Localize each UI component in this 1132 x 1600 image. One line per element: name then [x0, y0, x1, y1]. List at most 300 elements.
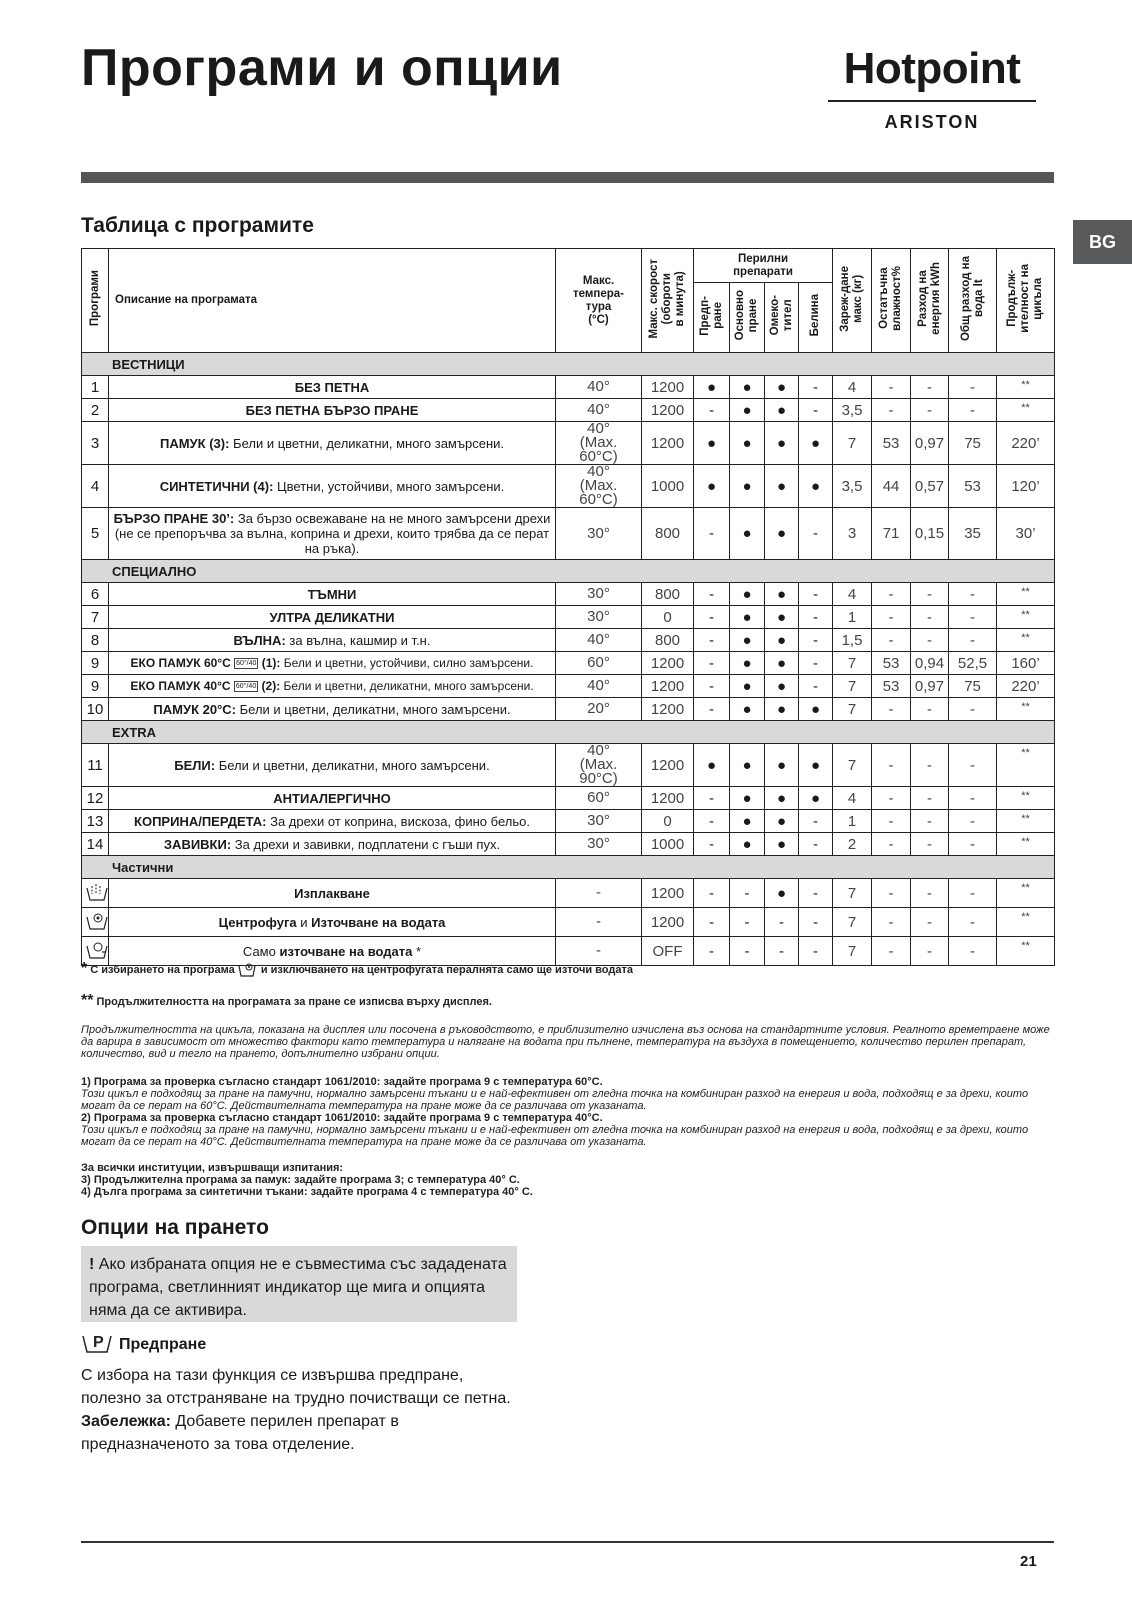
program-description: Изплакване	[109, 879, 556, 908]
program-description: СИНТЕТИЧНИ (4): Цветни, устойчиви, много замърсени.	[109, 465, 556, 508]
program-number: 8	[82, 629, 109, 652]
residual-humidity: -	[872, 787, 911, 810]
max-load: 7	[833, 744, 872, 787]
eco-label-icon: 60°/40	[236, 659, 257, 667]
cycle-duration: 160’	[997, 652, 1055, 675]
max-load: 1	[833, 810, 872, 833]
max-load: 1,5	[833, 629, 872, 652]
cycle-duration: 220’	[997, 675, 1055, 698]
footnote-3: 3) Продължителна програма за памук: задайте програма 3; с температура 40° C.	[81, 1174, 520, 1187]
program-description: ТЪМНИ	[109, 583, 556, 606]
max-temperature: 30°	[556, 508, 642, 560]
table-row	[82, 810, 1055, 833]
softener: ●	[765, 810, 799, 833]
max-load: 7	[833, 652, 872, 675]
residual-humidity: 53	[872, 652, 911, 675]
residual-humidity: -	[872, 833, 911, 856]
water-use: -	[949, 810, 997, 833]
table-row	[82, 606, 1055, 629]
max-load: 7	[833, 698, 872, 721]
cycle-duration: **	[997, 833, 1055, 856]
institutions-note: За всички институции, извършващи изпитания:	[81, 1162, 344, 1175]
spin-icon	[82, 908, 109, 937]
max-temperature: 40°	[556, 376, 642, 399]
prewash-detergent: ●	[694, 744, 730, 787]
water-use: -	[949, 833, 997, 856]
softener: -	[765, 908, 799, 937]
program-number: 1	[82, 376, 109, 399]
main-wash-detergent: ●	[730, 810, 765, 833]
residual-humidity: -	[872, 629, 911, 652]
water-use: 75	[949, 422, 997, 465]
max-load: 3,5	[833, 399, 872, 422]
main-wash-detergent: ●	[730, 787, 765, 810]
max-spin-speed: 1200	[642, 879, 694, 908]
footnote-1: 1) Програма за проверка съгласно стандарт 1061/2010: задайте програма 9 с температура 60°C.	[81, 1076, 603, 1089]
program-description: КОПРИНА/ПЕРДЕТА: За дрехи от коприна, вискоза, фино бельо.	[109, 810, 556, 833]
softener: ●	[765, 399, 799, 422]
water-use: 75	[949, 675, 997, 698]
program-number: 4	[82, 465, 109, 508]
bleach: ●	[799, 698, 833, 721]
water-use: 35	[949, 508, 997, 560]
brand-logo	[822, 44, 1042, 133]
col-energy: Разход на енергия kWh	[911, 249, 949, 353]
softener: ●	[765, 698, 799, 721]
prewash-detergent: -	[694, 810, 730, 833]
table-row	[82, 879, 1055, 908]
prewash-detergent: -	[694, 698, 730, 721]
program-number: 11	[82, 744, 109, 787]
softener: ●	[765, 465, 799, 508]
drain-icon	[238, 962, 258, 978]
category-header: СПЕЦИАЛНО	[82, 560, 1055, 583]
bleach: -	[799, 606, 833, 629]
brand-sub: ARISTON	[884, 112, 980, 132]
max-spin-speed: 1200	[642, 698, 694, 721]
max-temperature: 60°	[556, 787, 642, 810]
residual-humidity: 44	[872, 465, 911, 508]
prewash-detergent: -	[694, 879, 730, 908]
max-load: 1	[833, 606, 872, 629]
main-wash-detergent: ●	[730, 376, 765, 399]
cycle-duration: **	[997, 583, 1055, 606]
energy-use: -	[911, 744, 949, 787]
bleach: -	[799, 833, 833, 856]
energy-use: -	[911, 787, 949, 810]
footnote-4: 4) Дълга програма за синтетични тъкани: задайте програма 4 с температура 40° C.	[81, 1186, 533, 1199]
water-use: -	[949, 744, 997, 787]
program-number: 12	[82, 787, 109, 810]
brand-name: Hotpoint	[843, 44, 1021, 93]
energy-use: -	[911, 583, 949, 606]
bleach: -	[799, 508, 833, 560]
cycle-duration: **	[997, 937, 1055, 966]
col-bleach: Белина	[799, 283, 833, 353]
cycle-duration: **	[997, 606, 1055, 629]
max-temperature: 40°	[556, 399, 642, 422]
energy-use: -	[911, 399, 949, 422]
col-duration: Продълж- ителност на цикъла	[997, 249, 1055, 353]
energy-use: -	[911, 629, 949, 652]
max-temperature: 40° (Max. 90°C)	[556, 744, 642, 787]
prewash-detergent: -	[694, 508, 730, 560]
energy-use: 0,97	[911, 422, 949, 465]
max-temperature: 30°	[556, 833, 642, 856]
water-use: -	[949, 879, 997, 908]
water-use: -	[949, 399, 997, 422]
energy-use: 0,94	[911, 652, 949, 675]
main-wash-detergent: ●	[730, 698, 765, 721]
program-number: 6	[82, 583, 109, 606]
residual-humidity: -	[872, 399, 911, 422]
water-use: -	[949, 908, 997, 937]
softener: ●	[765, 744, 799, 787]
prewash-detergent: ●	[694, 376, 730, 399]
bleach: -	[799, 376, 833, 399]
program-description: ПАМУК 20°C: Бели и цветни, деликатни, много замърсени.	[109, 698, 556, 721]
col-programs: Програми	[82, 249, 109, 353]
main-wash-detergent: ●	[730, 606, 765, 629]
water-use: 53	[949, 465, 997, 508]
max-temperature: 40° (Max. 60°C)	[556, 422, 642, 465]
max-spin-speed: 800	[642, 629, 694, 652]
max-spin-speed: 1200	[642, 399, 694, 422]
main-wash-detergent: -	[730, 937, 765, 966]
bleach: -	[799, 652, 833, 675]
col-water: Общ разход на вода lt	[949, 249, 997, 353]
cycle-duration: **	[997, 399, 1055, 422]
program-number: 13	[82, 810, 109, 833]
max-load: 7	[833, 937, 872, 966]
footnote-star2: ** Продължителността на програмата за пране се изписва върху дисплея.	[81, 992, 492, 1010]
max-spin-speed: OFF	[642, 937, 694, 966]
energy-use: -	[911, 908, 949, 937]
program-description: Само източване на водата *	[109, 937, 556, 966]
max-load: 7	[833, 422, 872, 465]
main-wash-detergent: ●	[730, 399, 765, 422]
warning-mark: !	[89, 1256, 95, 1273]
header-divider	[81, 172, 1054, 183]
prewash-detergent: -	[694, 787, 730, 810]
softener: ●	[765, 652, 799, 675]
logo-divider	[828, 100, 1036, 102]
main-wash-detergent: ●	[730, 833, 765, 856]
col-load: Зареж-дане макс (кг)	[833, 249, 872, 353]
main-wash-detergent: ●	[730, 422, 765, 465]
residual-humidity: -	[872, 606, 911, 629]
max-temperature: 40°	[556, 629, 642, 652]
bleach: ●	[799, 744, 833, 787]
program-description: ЕКО ПАМУК 60°C 60°/40 (1): Бели и цветни, устойчиви, силно замърсени.	[109, 652, 556, 675]
residual-humidity: 53	[872, 675, 911, 698]
options-title: Опции на прането	[81, 1216, 269, 1239]
energy-use: -	[911, 833, 949, 856]
residual-humidity: -	[872, 583, 911, 606]
prewash-detergent: ●	[694, 465, 730, 508]
program-number: 9	[82, 675, 109, 698]
residual-humidity: 53	[872, 422, 911, 465]
prewash-detergent: -	[694, 908, 730, 937]
cycle-duration: **	[997, 698, 1055, 721]
program-number: 14	[82, 833, 109, 856]
main-wash-detergent: -	[730, 908, 765, 937]
program-number: 3	[82, 422, 109, 465]
water-use: -	[949, 629, 997, 652]
residual-humidity: 71	[872, 508, 911, 560]
energy-use: -	[911, 879, 949, 908]
max-spin-speed: 1200	[642, 908, 694, 937]
prewash-detergent: -	[694, 937, 730, 966]
main-wash-detergent: ●	[730, 652, 765, 675]
energy-use: 0,57	[911, 465, 949, 508]
max-spin-speed: 1200	[642, 675, 694, 698]
prewash-icon	[81, 1330, 113, 1354]
program-description: БЪРЗО ПРАНЕ 30’: За бързо освежаване на не много замърсени дрехи (не се препоръчва за вълна, коприна и дрехи, които трябва да се перат на ръка).	[109, 508, 556, 560]
category-header: Частични	[82, 856, 1055, 879]
max-temperature: 30°	[556, 810, 642, 833]
page-number: 21	[1020, 1553, 1037, 1570]
bleach: ●	[799, 465, 833, 508]
prewash-detergent: -	[694, 606, 730, 629]
eco-label-icon: 60°/40	[235, 682, 257, 690]
cycle-duration: **	[997, 908, 1055, 937]
residual-humidity: -	[872, 376, 911, 399]
bleach: -	[799, 810, 833, 833]
col-speed: Макс. скорост (обороти в минута)	[642, 249, 694, 353]
energy-use: -	[911, 376, 949, 399]
softener: ●	[765, 879, 799, 908]
table-row	[82, 376, 1055, 399]
energy-use: -	[911, 937, 949, 966]
max-temperature: 30°	[556, 606, 642, 629]
prewash-detergent: -	[694, 629, 730, 652]
table-row	[82, 675, 1055, 698]
prewash-detergent: -	[694, 675, 730, 698]
program-number: 10	[82, 698, 109, 721]
svg-text:P: P	[93, 1334, 104, 1351]
max-spin-speed: 1200	[642, 744, 694, 787]
cycle-duration: 220’	[997, 422, 1055, 465]
bleach: -	[799, 879, 833, 908]
max-spin-speed: 800	[642, 508, 694, 560]
program-table	[81, 248, 1055, 966]
max-spin-speed: 0	[642, 606, 694, 629]
cycle-duration: **	[997, 879, 1055, 908]
table-row	[82, 422, 1055, 465]
max-load: 4	[833, 787, 872, 810]
bleach: ●	[799, 787, 833, 810]
col-softener: Омеко- тител	[765, 283, 799, 353]
cycle-duration: 120’	[997, 465, 1055, 508]
program-number: 5	[82, 508, 109, 560]
water-use: -	[949, 583, 997, 606]
language-tab: BG	[1073, 220, 1132, 264]
footnote-star1: * С избирането на програма и изключването на центрофугата пералнята само ще източи водата	[81, 960, 633, 977]
program-description: БЕЛИ: Бели и цветни, деликатни, много замърсени.	[109, 744, 556, 787]
section-title: Таблица с програмите	[81, 214, 314, 237]
softener: ●	[765, 376, 799, 399]
energy-use: 0,15	[911, 508, 949, 560]
water-use: -	[949, 606, 997, 629]
max-load: 7	[833, 879, 872, 908]
prewash-detergent: -	[694, 833, 730, 856]
bleach: ●	[799, 422, 833, 465]
max-load: 4	[833, 583, 872, 606]
footnote-2: 2) Програма за проверка съгласно стандарт 1061/2010: задайте програма 9 с температура 40°C.	[81, 1112, 603, 1125]
warning-text: Ако избраната опция не е съвместима със зададената програма, светлинният индикатор ще мига и опцията няма да се активира.	[89, 1256, 507, 1319]
max-temperature: 30°	[556, 583, 642, 606]
prewash-description: С избора на тази функция се извършва предпране, полезно за отстраняване на трудно почистващи се петна. Забележка: Добавете перилен препарат в предназначеното за това отделение.	[81, 1367, 511, 1453]
energy-use: -	[911, 606, 949, 629]
max-temperature: 20°	[556, 698, 642, 721]
footnote-2-detail: Този цикъл е подходящ за пране на памучни, нормално замърсени тъкани и е най-ефективен от гледна точка на комбиниран разход на енергия и вода, подходящ е за дрехи, които могат да се перат на 40°C. Действителната температура на пране може да се различава от указаната.	[81, 1124, 1029, 1149]
max-spin-speed: 1000	[642, 465, 694, 508]
program-description: БЕЗ ПЕТНА БЪРЗО ПРАНЕ	[109, 399, 556, 422]
max-temperature: 40° (Max. 60°C)	[556, 465, 642, 508]
max-temperature: -	[556, 879, 642, 908]
residual-humidity: -	[872, 744, 911, 787]
max-spin-speed: 1200	[642, 652, 694, 675]
bleach: -	[799, 675, 833, 698]
bleach: -	[799, 937, 833, 966]
col-temp: Макс. темпера- тура (°C)	[556, 249, 642, 353]
energy-use: 0,97	[911, 675, 949, 698]
table-row	[82, 508, 1055, 560]
program-description: ПАМУК (3): Бели и цветни, деликатни, много замърсени.	[109, 422, 556, 465]
energy-use: -	[911, 810, 949, 833]
softener: ●	[765, 629, 799, 652]
water-use: -	[949, 376, 997, 399]
cycle-duration: **	[997, 376, 1055, 399]
cycle-duration: **	[997, 810, 1055, 833]
softener: ●	[765, 422, 799, 465]
cycle-duration: **	[997, 744, 1055, 787]
softener: ●	[765, 606, 799, 629]
max-temperature: 60°	[556, 652, 642, 675]
bleach: -	[799, 908, 833, 937]
residual-humidity: -	[872, 908, 911, 937]
program-number: 9	[82, 652, 109, 675]
bleach: -	[799, 399, 833, 422]
page-title: Програми и опции	[81, 39, 563, 97]
table-row	[82, 698, 1055, 721]
warning-box	[81, 1246, 517, 1322]
max-load: 3,5	[833, 465, 872, 508]
table-row	[82, 833, 1055, 856]
table-row	[82, 583, 1055, 606]
program-description: ВЪЛНА: за вълна, кашмир и т.н.	[109, 629, 556, 652]
residual-humidity: -	[872, 698, 911, 721]
main-wash-detergent: ●	[730, 675, 765, 698]
program-description: ЕКО ПАМУК 40°C 60°/40 (2): Бели и цветни, деликатни, много замърсени.	[109, 675, 556, 698]
max-load: 4	[833, 376, 872, 399]
cycle-duration: 30’	[997, 508, 1055, 560]
water-use: -	[949, 787, 997, 810]
prewash-detergent: -	[694, 652, 730, 675]
table-row	[82, 652, 1055, 675]
main-wash-detergent: ●	[730, 583, 765, 606]
softener: ●	[765, 508, 799, 560]
duration-note: Продължителността на цикъла, показана на дисплея или посочена в ръководството, е приблизително изчислена въз основа на стандартните условия. Реалното времетраене може да варира в зависимост от множество фактори като температура и налягане на водата при пълнене, температура на въздуха в помещението, количество перилен препарат, количество, вид и тегло на прането, допълнително избрани опции.	[81, 1024, 1050, 1061]
footer-divider	[81, 1541, 1054, 1543]
softener: ●	[765, 583, 799, 606]
max-spin-speed: 1200	[642, 787, 694, 810]
footnotes	[81, 960, 1054, 1198]
main-wash-detergent: ●	[730, 744, 765, 787]
rinse-icon	[82, 879, 109, 908]
softener: ●	[765, 833, 799, 856]
col-humidity: Остатъчна влажност%	[872, 249, 911, 353]
table-row	[82, 629, 1055, 652]
program-description: АНТИАЛЕРГИЧНО	[109, 787, 556, 810]
water-use: -	[949, 698, 997, 721]
program-number: 2	[82, 399, 109, 422]
col-detergents: Перилни препарати	[694, 249, 833, 283]
prewash-detergent: -	[694, 583, 730, 606]
program-number: 7	[82, 606, 109, 629]
max-spin-speed: 800	[642, 583, 694, 606]
max-load: 2	[833, 833, 872, 856]
table-row	[82, 787, 1055, 810]
program-description: Центрофуга и Източване на водата	[109, 908, 556, 937]
footnote-1-detail: Този цикъл е подходящ за пране на памучни, нормално замърсени тъкани и е най-ефективен от гледна точка на комбиниран разход на енергия и вода, подходящ е за дрехи, които могат да се перат на 60°C. Действителната температура на пране може да се различава от указаната.	[81, 1088, 1029, 1113]
cycle-duration: **	[997, 629, 1055, 652]
max-spin-speed: 1000	[642, 833, 694, 856]
category-header: EXTRA	[82, 721, 1055, 744]
max-spin-speed: 1200	[642, 376, 694, 399]
max-load: 7	[833, 675, 872, 698]
bleach: -	[799, 583, 833, 606]
col-description: Описание на програмата	[109, 249, 556, 353]
max-temperature: -	[556, 908, 642, 937]
max-spin-speed: 1200	[642, 422, 694, 465]
max-temperature: -	[556, 937, 642, 966]
residual-humidity: -	[872, 937, 911, 966]
softener: ●	[765, 787, 799, 810]
residual-humidity: -	[872, 879, 911, 908]
water-use: -	[949, 937, 997, 966]
main-wash-detergent: -	[730, 879, 765, 908]
table-row	[82, 399, 1055, 422]
program-description: БЕЗ ПЕТНА	[109, 376, 556, 399]
softener: -	[765, 937, 799, 966]
softener: ●	[765, 675, 799, 698]
residual-humidity: -	[872, 810, 911, 833]
table-row	[82, 744, 1055, 787]
prewash-detergent: -	[694, 399, 730, 422]
main-wash-detergent: ●	[730, 508, 765, 560]
energy-use: -	[911, 698, 949, 721]
col-main-wash: Основно пране	[730, 283, 765, 353]
table-row	[82, 465, 1055, 508]
table-row	[82, 908, 1055, 937]
max-load: 3	[833, 508, 872, 560]
cycle-duration: **	[997, 787, 1055, 810]
max-temperature: 40°	[556, 675, 642, 698]
water-use: 52,5	[949, 652, 997, 675]
main-wash-detergent: ●	[730, 465, 765, 508]
main-wash-detergent: ●	[730, 629, 765, 652]
category-header: ВЕСТНИЦИ	[82, 353, 1055, 376]
program-description: ЗАВИВКИ: За дрехи и завивки, подплатени с гъши пух.	[109, 833, 556, 856]
prewash-option-heading: P Предпране	[81, 1330, 206, 1354]
program-description: УЛТРА ДЕЛИКАТНИ	[109, 606, 556, 629]
max-load: 7	[833, 908, 872, 937]
max-spin-speed: 0	[642, 810, 694, 833]
col-prewash: Предп- ране	[694, 283, 730, 353]
bleach: -	[799, 629, 833, 652]
